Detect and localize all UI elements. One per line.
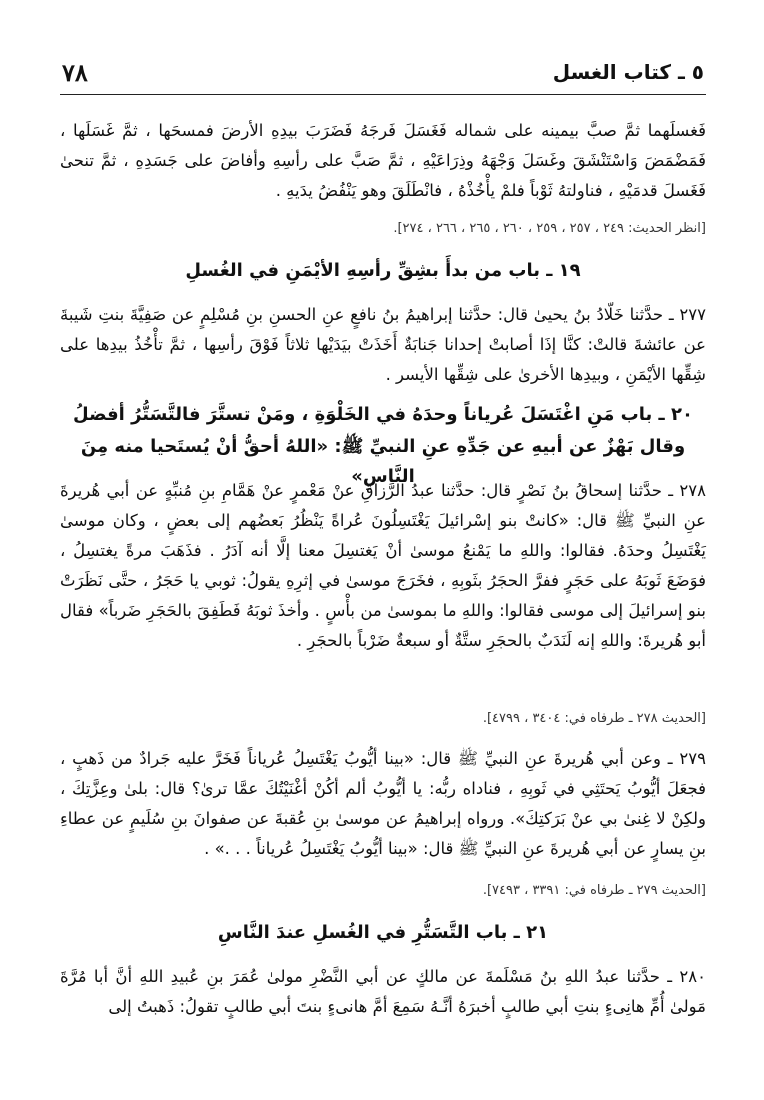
hadith-280: ٢٨٠ ـ حدَّثنا عبدُ اللهِ بنُ مَسْلَمةَ عن مالكٍ عن أبي النَّضْرِ مولىٰ عُمَرَ بنِ عُبيدِ اللهِ أنَّ أبا مُرَّةَ مَولىٰ أُمِّ هانِىءٍ بنتِ أبي طالبٍ أخبرَهُ أنَّـهُ سَمِعَ أمَّ هانىءٍ بنتَ أبي طالبٍ تقولُ: ذَهبتُ إلى: [60, 967, 706, 1016]
reference-note: [انظر الحديث: ٢٤٩ ، ٢٥٧ ، ٢٥٩ ، ٢٦٠ ، ٢٦٥ ، ٢٦٦ ، ٢٧٤].: [393, 221, 706, 236]
section-heading-20-line1: ٢٠ ـ باب مَنِ اغْتَسَلَ عُرياناً وحدَهُ في الخَلْوَةِ ، ومَنْ تستَّرَ فالتَّسَتُّرُ أفضلُ: [73, 404, 693, 425]
page-header: [60, 58, 706, 95]
section-heading-21: ٢١ ـ باب التَّسَتُّرِ في الغُسلِ عندَ النَّاسِ: [217, 922, 549, 943]
hadith-279: ٢٧٩ ـ وعن أبي هُريرةَ عنِ النبيِّ ﷺ قال: «بينا أيُّوبُ يَغْتَسِلُ عُرياناً فَخَرَّ عليه جَرادٌ من ذَهبٍ ، فجعَلَ أيُّوبُ يَحتَثِي في ثَوبِهِ ، فناداه ربُّه: يا أيُّوبُ ألم أكُنْ أغْنَيْتُكَ عمَّا ترىٰ؟ قال: بلىٰ وعِزَّتِكَ ، ولكِنْ لا غِنىٰ بي عنْ بَرَكتِكَ». ورواه إبراهيمُ عن موسىٰ بنِ عُقبةَ عن صفوانَ بنِ سُلَيمٍ عن عطاءِ بنِ يسارٍ عن أبي هُريرةَ عنِ النبيِّ ﷺ قال: «بينا أيُّوبُ يَغْتَسِلُ عُرياناً . . .» .: [60, 749, 706, 858]
section-heading-19: ١٩ ـ باب من بدأَ بشِقِّ رأسِهِ الأيْمَنِ في الغُسلِ: [185, 260, 581, 281]
chapter-title: ٥ ـ كتاب الغسل: [552, 60, 704, 84]
reference-note-279: [الحديث ٢٧٩ ـ طرفاه في: ٣٣٩١ ، ٧٤٩٣].: [482, 883, 706, 898]
paragraph-continuation: فَغسلَهما ثمَّ صبَّ بيمينه على شماله فَغَسَلَ فَرجَهُ فَضَرَبَ بيدِهِ الأرضَ فمسحَها ، ثمَّ غَسَلَها ، فَمَضْمَضَ وَاسْتَنْشَقَ وغَسَلَ وَجْهَهُ وذِرَاعَيْهِ ، ثمَّ صَبَّ على رأسِهِ وأفاضَ على جَسَدِهِ ، ثمَّ تنحىٰ فَغَسلَ قدمَيْهِ ، فناولتهُ ثَوْباً فلمْ يأْخُذْهُ ، فانْطَلَقَ وهو يَنْفُضُ يدَيهِ .: [60, 121, 706, 200]
section-heading-20-line2: وقال بَهْزٌ عن أبيهِ عن جَدِّهِ عنِ النبيِّ ﷺ: «اللهُ أحقُّ أنْ يُستَحيا منه مِنَ النَّاسِ»: [80, 436, 686, 487]
reference-note-278: [الحديث ٢٧٨ ـ طرفاه في: ٣٤٠٤ ، ٤٧٩٩].: [482, 711, 706, 726]
hadith-277: ٢٧٧ ـ حدَّثنا خَلّادُ بنُ يحيىٰ قال: حدَّثنا إبراهيمُ بنُ نافعٍ عنِ الحسنِ بنِ مُسْلِمٍ عن صَفِيَّةَ بنتِ شَيبةَ عن عائشةَ قالتْ: كنَّا إذَا أصابتْ إحدانا جَنابَةٌ أَخَذَتْ بيَدَيْها ثلاثاً فَوْقَ رأسِها ، ثمَّ تأْخُذُ بيدِها على شِقِّها الأيْمَنِ ، وبيدِها الأخرىٰ على شِقِّها الأيسر .: [60, 305, 706, 384]
hadith-278: ٢٧٨ ـ حدَّثنا إسحاقُ بنُ نَصْرٍ قال: حدَّثنا عبدُ الرَّزاقِ عنْ مَعْمرٍ عنْ هَمَّامِ بنِ مُنبِّهٍ عن أبي هُريرةَ عنِ النبيِّ ﷺ قال: «كانتْ بنو إسْرائيلَ يَغْتَسِلُونَ عُراةً يَنْظُرُ بَعضُهم إلى بعضٍ ، وكان موسىٰ يَغْتَسِلُ وحدَهُ. فقالوا: واللهِ ما يَمْنعُ موسىٰ أنْ يَغتسِلَ معنا إلَّا أنه آدَرُ . فذَهَبَ مرةً يغتسِلُ ، فوَضَعَ ثَوبَهُ على حَجَرٍ ففرَّ الحجَرُ بثَوبِهِ ، فخَرَجَ موسىٰ في إثرِهِ يقولُ: ثوبي يا حَجَرُ ، حتَّى نَظَرَتْ بنو إسرائيلَ إلى موسى فقالوا: واللهِ ما بموسىٰ من بأْسٍ . وأخذَ ثوبَهُ فَطَفِقَ بالحَجَرِ ضَرباً» فقال أبو هُريرةَ: واللهِ إنه لَنَدَبٌ بالحجَرِ ستَّةٌ أو سبعةٌ ضَرْباً بالحجَرِ .: [60, 481, 706, 650]
page-number: ٧٨: [62, 58, 88, 87]
